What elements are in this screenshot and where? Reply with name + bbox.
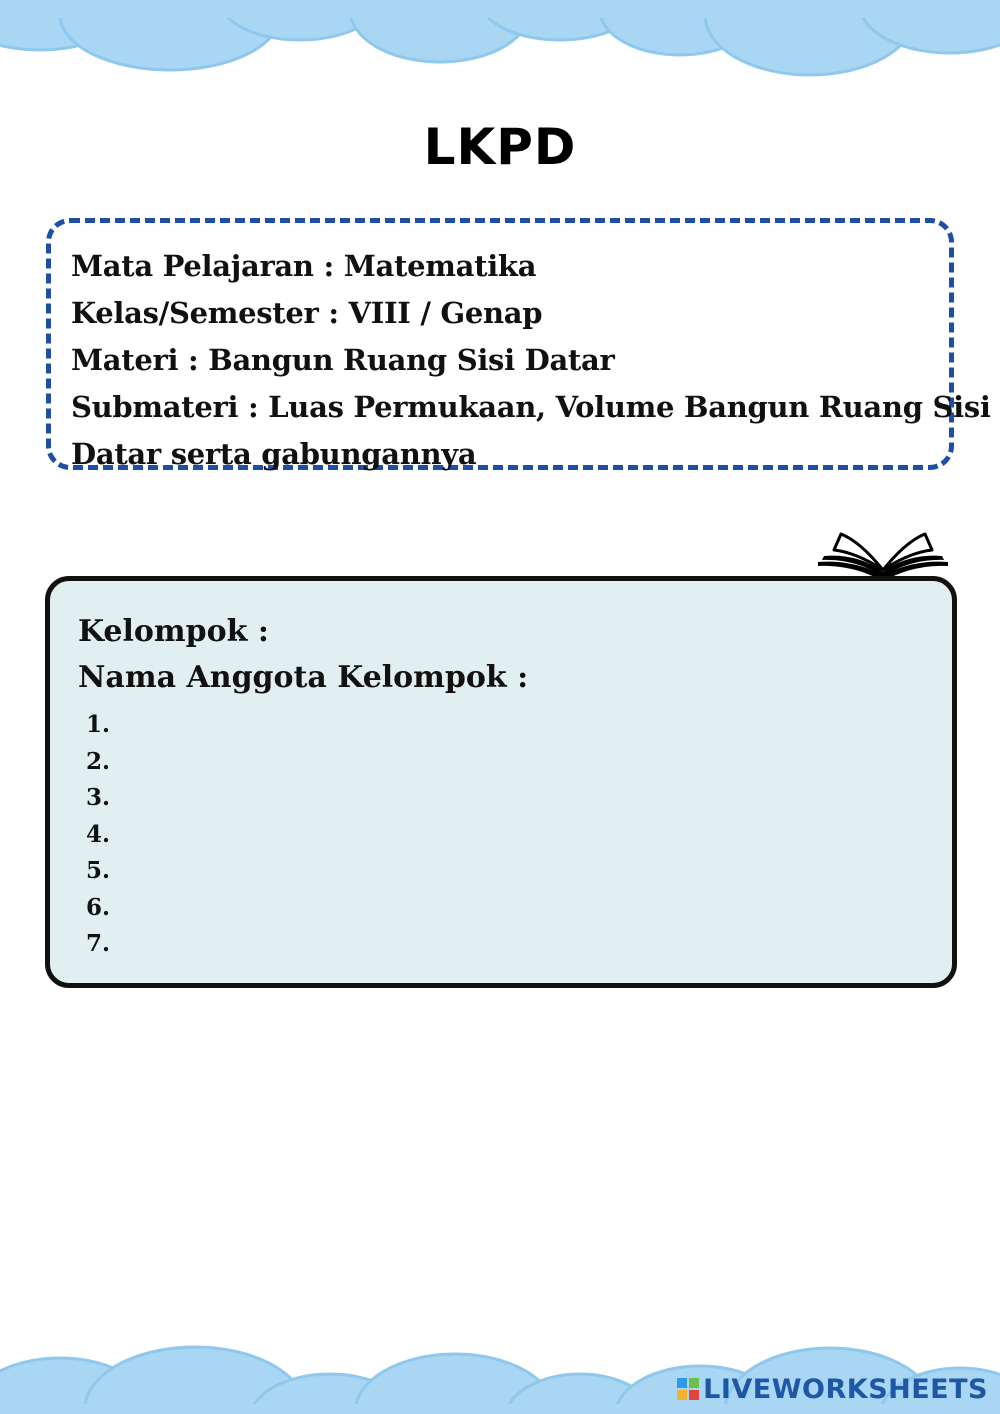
page-title: LKPD [423,118,577,176]
top-cloud-border [0,0,1000,90]
submaterial-line-continued: Datar serta gabungannya [71,437,477,471]
open-book-icon [816,510,950,582]
subject-line: Mata Pelajaran : Matematika [71,249,537,283]
group-label: Kelompok : [78,614,269,649]
member-item: 4. [86,820,111,848]
subject-info-box [46,218,991,471]
member-item: 5. [86,857,111,884]
material-line: Materi : Bangun Ruang Sisi Datar [71,343,615,377]
member-list [78,707,952,963]
class-semester-line: Kelas/Semester : VIII / Genap [71,296,543,330]
member-item: 6. [86,893,111,921]
members-label: Nama Anggota Kelompok : [78,660,529,695]
submaterial-line: Submateri : Luas Permukaan, Volume Bangun Ruang Sisi [71,390,991,424]
watermark [677,1372,988,1406]
group-box [45,576,957,988]
watermark-text: LIVEWORKSHEETS [703,1373,988,1405]
member-item: 7. [86,930,111,957]
member-item: 3. [86,784,111,811]
liveworksheets-logo-icon [677,1378,699,1400]
member-item: 1. [86,711,111,738]
member-item: 2. [86,747,111,775]
